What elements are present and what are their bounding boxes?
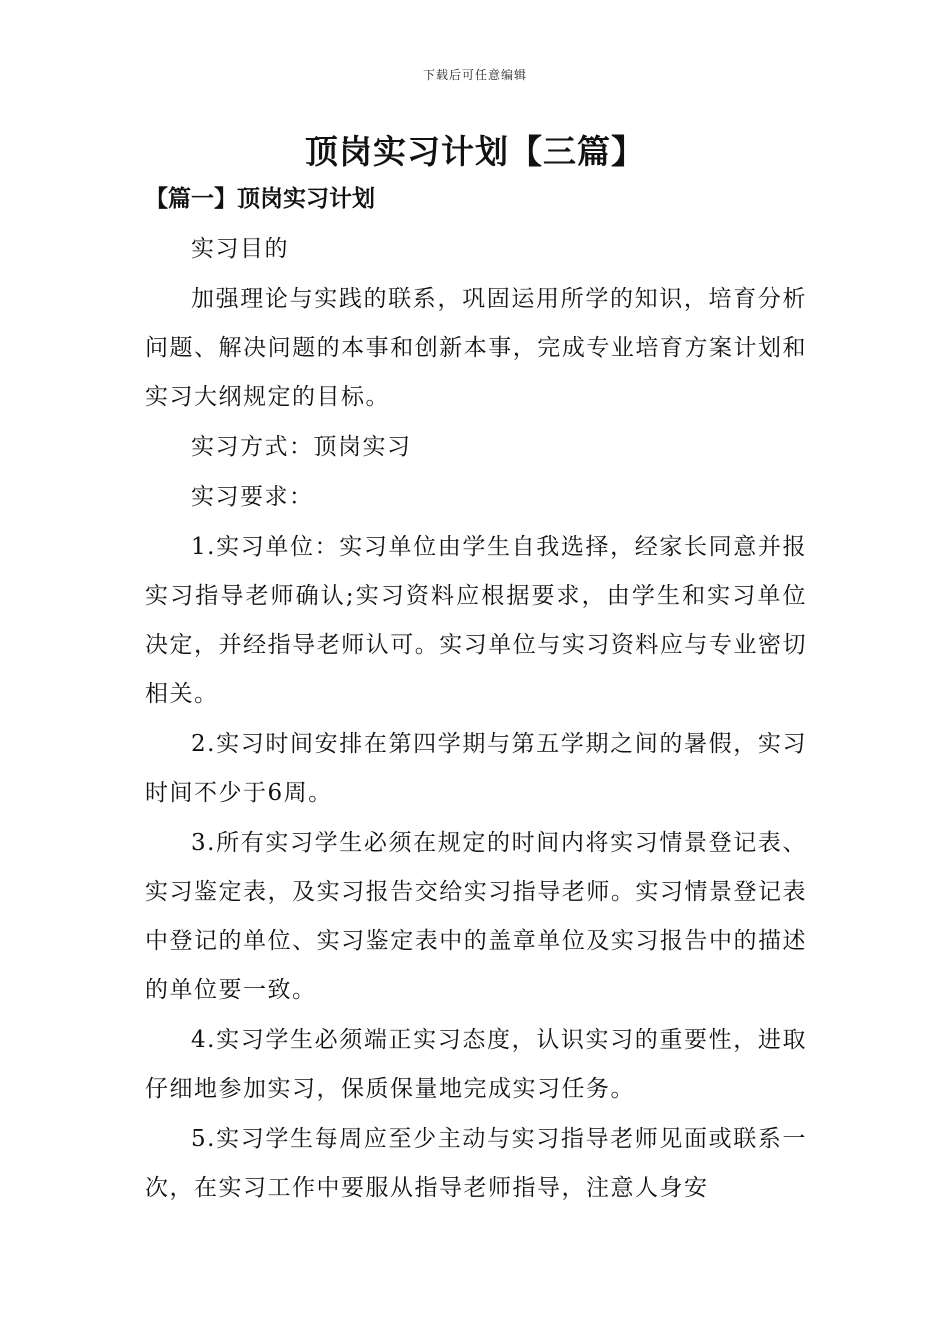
paragraph-method: 实习方式：顶岗实习 [191, 434, 412, 460]
paragraph-requirement-3: 3.所有实习学生必须在规定的时间内将实习情景登记表、实习鉴定表，及实习报告交给实习指导老师。实习情景登记表中登记的单位、实习鉴定表中的盖章单位及实习报告中的描述的单位要一致。 [145, 830, 807, 1003]
section-heading: 【篇一】顶岗实习计划 [145, 185, 375, 212]
header-note: 下载后可任意编辑 [422, 68, 527, 82]
paragraph-purpose: 加强理论与实践的联系，巩固运用所学的知识，培育分析问题、解决问题的本事和创新本事，完成专业培育方案计划和实习大纲规定的目标。 [145, 286, 807, 410]
paragraph-requirement-2: 2.实习时间安排在第四学期与第五学期之间的暑假，实习时间不少于6周。 [145, 731, 807, 806]
paragraph-requirements-heading: 实习要求： [191, 484, 314, 510]
document-body [145, 225, 807, 1214]
paragraph-requirement-5: 5.实习学生每周应至少主动与实习指导老师见面或联系一次，在实习工作中要服从指导老师指导，注意人身安 [145, 1126, 807, 1201]
document-title: 顶岗实习计划【三篇】 [305, 132, 645, 171]
paragraph-requirement-1: 1.实习单位：实习单位由学生自我选择，经家长同意并报实习指导老师确认;实习资料应根据要求，由学生和实习单位决定，并经指导老师认可。实习单位与实习资料应与专业密切相关。 [145, 534, 807, 707]
paragraph-requirement-4: 4.实习学生必须端正实习态度，认识实习的重要性，进取仔细地参加实习，保质保量地完成实习任务。 [145, 1027, 807, 1102]
paragraph-purpose-heading: 实习目的 [191, 236, 289, 262]
